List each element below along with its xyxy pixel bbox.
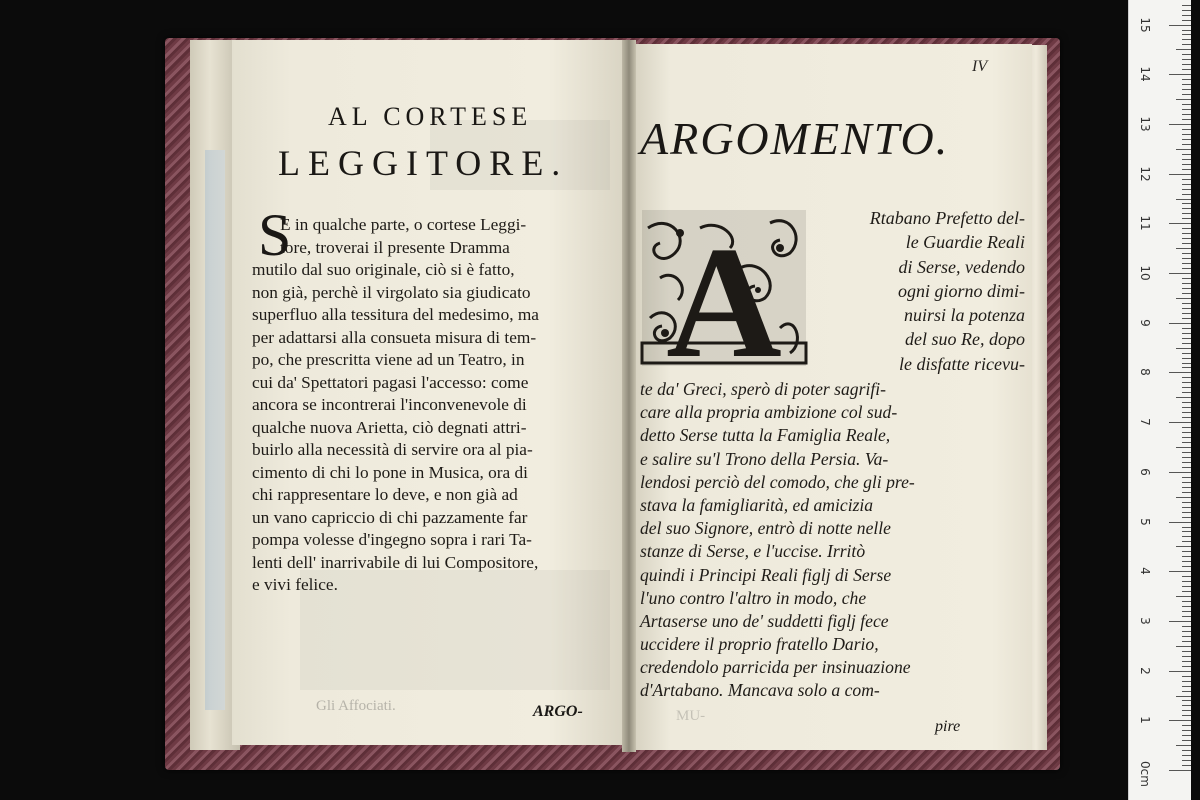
ruler-tick	[1176, 447, 1191, 448]
text-line: nuirsi la potenza	[903, 305, 1025, 326]
ruler-tick	[1169, 273, 1191, 274]
ruler-number: 3	[1138, 617, 1152, 625]
ruler-tick	[1182, 661, 1191, 662]
ruler-tick	[1182, 641, 1191, 642]
ruler-tick	[1182, 34, 1191, 35]
ornate-drop-cap-a	[640, 208, 808, 368]
ruler-tick	[1176, 745, 1191, 746]
ruler-tick	[1176, 49, 1191, 50]
text-line: uccidere il proprio fratello Dario,	[640, 634, 879, 655]
ruler-tick	[1182, 536, 1191, 537]
measurement-ruler	[1128, 0, 1191, 800]
text-line: ancora se incontrerai l'inconvenevole di	[252, 395, 527, 414]
text-line: e vivi felice.	[252, 575, 338, 594]
ruler-tick	[1182, 631, 1191, 632]
ruler-tick	[1182, 243, 1191, 244]
ruler-tick	[1182, 492, 1191, 493]
ruler-tick	[1169, 124, 1191, 125]
ruler-tick	[1182, 735, 1191, 736]
ruler-tick	[1182, 601, 1191, 602]
text-line: superfluo alla tessitura del medesimo, ma	[252, 305, 539, 324]
ruler-number: 6	[1138, 467, 1152, 476]
text-line: e salire su'l Trono della Persia. Va-	[640, 448, 889, 469]
ruler-tick	[1169, 671, 1191, 672]
ruler-tick	[1182, 477, 1191, 478]
text-line: le disfatte ricevu-	[899, 353, 1025, 374]
ruler-tick	[1182, 228, 1191, 229]
ruler-tick	[1182, 666, 1191, 667]
ruler-number: 11	[1138, 215, 1152, 231]
right-body-text	[640, 378, 1025, 703]
ruler-tick	[1182, 318, 1191, 319]
ruler-tick	[1182, 740, 1191, 741]
ruler-tick	[1182, 611, 1191, 612]
ruler-tick	[1182, 561, 1191, 562]
ruler-tick	[1182, 412, 1191, 413]
text-line: stanze di Serse, e l'uccise. Irritò	[640, 541, 866, 562]
ruler-tick	[1182, 556, 1191, 557]
ruler-tick	[1182, 129, 1191, 130]
ruler-tick	[1182, 606, 1191, 607]
ruler-tick	[1182, 44, 1191, 45]
ruler-tick	[1182, 169, 1191, 170]
ruler-number: 8	[1138, 368, 1152, 377]
ruler-tick	[1182, 263, 1191, 264]
ruler-tick	[1182, 487, 1191, 488]
ruler-tick	[1182, 20, 1191, 21]
ruler-tick	[1182, 39, 1191, 40]
ruler-tick	[1182, 750, 1191, 751]
ruler-tick	[1169, 372, 1191, 373]
ruler-tick	[1176, 546, 1191, 547]
text-line: l'uno contro l'altro in modo, che	[640, 587, 867, 608]
ruler-tick	[1169, 522, 1191, 523]
ruler-tick	[1182, 502, 1191, 503]
text-line: quindi i Principi Reali figlj di Serse	[640, 564, 892, 585]
right-bleed-stamp: MU-	[676, 708, 706, 724]
ruler-tick	[1169, 770, 1191, 771]
text-line: ogni giorno dimi-	[897, 280, 1025, 301]
ruler-tick	[1182, 313, 1191, 314]
ruler-tick	[1182, 586, 1191, 587]
ruler-tick	[1182, 89, 1191, 90]
ruler-tick	[1182, 367, 1191, 368]
ruler-tick	[1182, 551, 1191, 552]
ruler-tick	[1182, 333, 1191, 334]
text-line: le Guardie Reali	[905, 232, 1025, 253]
ruler-tick	[1182, 531, 1191, 532]
text-line: lendosi perciò del comodo, che gli pre-	[640, 471, 915, 492]
ruler-tick	[1182, 119, 1191, 120]
left-bleed-stamp: Gli Affociati.	[316, 698, 396, 714]
ruler-tick	[1182, 681, 1191, 682]
ruler-number: 12	[1138, 165, 1152, 182]
left-heading-line2: LEGGITORE.	[278, 143, 569, 183]
left-body-text	[252, 214, 637, 597]
text-line: detto Serse tutta la Famiglia Reale,	[640, 425, 891, 446]
ruler-tick	[1182, 203, 1191, 204]
ruler-number: 5	[1138, 517, 1152, 526]
ruler-tick	[1182, 343, 1191, 344]
ruler-tick	[1182, 755, 1191, 756]
ruler-tick	[1182, 353, 1191, 354]
ruler-tick	[1182, 427, 1191, 428]
ruler-tick	[1169, 720, 1191, 721]
ruler-tick	[1182, 616, 1191, 617]
ruler-tick	[1182, 213, 1191, 214]
ruler-tick	[1169, 571, 1191, 572]
ruler-tick	[1182, 730, 1191, 731]
ruler-tick	[1182, 94, 1191, 95]
ruler-tick	[1182, 566, 1191, 567]
text-line: di Serse, vedendo	[898, 256, 1025, 277]
ruler-tick	[1176, 646, 1191, 647]
ruler-tick	[1182, 636, 1191, 637]
ruler-tick	[1182, 278, 1191, 279]
ruler-tick	[1182, 626, 1191, 627]
ruler-tick	[1182, 656, 1191, 657]
ruler-tick	[1182, 432, 1191, 433]
ruler-tick	[1176, 248, 1191, 249]
ruler-tick	[1182, 5, 1191, 6]
ruler-tick	[1182, 238, 1191, 239]
ruler-number: 9	[1138, 318, 1152, 327]
ruler-tick	[1182, 437, 1191, 438]
ruler-tick	[1182, 164, 1191, 165]
ruler-tick	[1182, 114, 1191, 115]
ruler-tick	[1182, 700, 1191, 701]
ruler-tick	[1182, 258, 1191, 259]
ruler-tick	[1182, 109, 1191, 110]
text-line: del suo Re, dopo	[905, 329, 1025, 350]
ruler-tick	[1182, 363, 1191, 364]
ruler-tick	[1182, 218, 1191, 219]
text-line: credendolo parricida per insinuazione	[640, 657, 911, 678]
text-line: chi rappresentare lo deve, e non già ad	[252, 485, 518, 504]
ruler-tick	[1182, 64, 1191, 65]
ruler-tick	[1182, 59, 1191, 60]
left-drop-cap: S	[258, 202, 292, 268]
text-line: buirlo alla necessità di servire ora al pia-	[252, 440, 533, 459]
ruler-tick	[1182, 591, 1191, 592]
right-heading: ARGOMENTO.	[640, 113, 950, 164]
text-line: po, che prescritta viene ad un Teatro, in	[252, 350, 525, 369]
text-line: un vano capriccio di chi pazzamente far	[252, 507, 528, 527]
text-line: cimento di chi lo pone in Musica, ora di	[252, 462, 528, 482]
ruler-tick	[1182, 377, 1191, 378]
ruler-tick	[1182, 512, 1191, 513]
ruler-tick	[1169, 223, 1191, 224]
ruler-tick	[1182, 293, 1191, 294]
text-line: tore, troverai il presente Dramma	[280, 237, 510, 257]
text-line: cui da' Spettatori pagasi l'accesso: come	[252, 372, 529, 392]
ruler-tick	[1182, 452, 1191, 453]
ruler-tick	[1182, 651, 1191, 652]
ruler-number: 7	[1138, 418, 1152, 426]
ruler-number: 10	[1138, 265, 1152, 281]
text-line: E in qualche parte, o cortese Leggi-	[280, 215, 527, 234]
ruler-tick	[1182, 79, 1191, 80]
ruler-tick	[1182, 139, 1191, 140]
ruler-tick	[1169, 323, 1191, 324]
ruler-tick	[1182, 159, 1191, 160]
ruler-tick	[1182, 154, 1191, 155]
ruler-tick	[1182, 358, 1191, 359]
ruler-tick	[1182, 144, 1191, 145]
ruler-tick	[1176, 696, 1191, 697]
ruler-tick	[1182, 104, 1191, 105]
ruler-tick	[1182, 715, 1191, 716]
ruler-tick	[1182, 507, 1191, 508]
ruler-number: 15	[1138, 16, 1152, 33]
ruler-number: 2	[1138, 666, 1152, 675]
ruler-tick	[1169, 621, 1191, 622]
ruler-tick	[1182, 691, 1191, 692]
ruler-tick	[1169, 74, 1191, 75]
ruler-tick	[1182, 134, 1191, 135]
ruler-number: 13	[1138, 116, 1152, 132]
ruler-tick	[1182, 30, 1191, 31]
ruler-tick	[1182, 194, 1191, 195]
ruler-tick	[1182, 84, 1191, 85]
ruler-tick	[1182, 179, 1191, 180]
text-line: lenti dell' inarrivabile di lui Compositore,	[252, 552, 539, 572]
ruler-number: 14	[1138, 66, 1152, 82]
right-top-text	[815, 206, 1025, 376]
ruler-tick	[1182, 392, 1191, 393]
left-heading-line1: AL CORTESE	[328, 102, 533, 131]
ruler-tick	[1182, 308, 1191, 309]
ruler-tick	[1182, 457, 1191, 458]
ruler-tick	[1182, 253, 1191, 254]
ruler-tick	[1176, 199, 1191, 200]
right-catchword: pire	[935, 718, 961, 735]
ruler-tick	[1169, 472, 1191, 473]
text-line: te da' Greci, sperò di poter sagrifi-	[640, 379, 886, 399]
left-catchword: ARGO-	[533, 703, 583, 720]
ornate-drop-cap-letter: A	[666, 213, 782, 368]
ruler-tick	[1182, 710, 1191, 711]
ruler-tick	[1182, 328, 1191, 329]
ruler-tick	[1182, 705, 1191, 706]
text-line: pompa volesse d'ingegno sopra i rari Ta-	[252, 530, 532, 549]
ruler-tick	[1182, 581, 1191, 582]
text-line: d'Artabano. Mancava solo a com-	[640, 680, 880, 701]
ruler-tick	[1182, 54, 1191, 55]
ruler-tick	[1169, 25, 1191, 26]
text-line: per adattarsi alla consueta misura di tem-	[252, 327, 537, 347]
ruler-tick	[1182, 686, 1191, 687]
ruler-tick	[1182, 387, 1191, 388]
ruler-tick	[1182, 760, 1191, 761]
text-line: stava la famigliarità, ed amicizia	[640, 494, 874, 515]
ruler-tick	[1176, 497, 1191, 498]
ruler-tick	[1176, 99, 1191, 100]
ruler-tick	[1176, 348, 1191, 349]
ruler-tick	[1182, 527, 1191, 528]
ruler-tick	[1176, 596, 1191, 597]
ruler-tick	[1182, 541, 1191, 542]
ruler-tick	[1182, 288, 1191, 289]
ruler-tick	[1182, 303, 1191, 304]
ruler-tick	[1182, 382, 1191, 383]
ruler-tick	[1182, 189, 1191, 190]
ruler-tick	[1182, 283, 1191, 284]
ruler-tick	[1182, 517, 1191, 518]
text-line: non già, perchè il virgolato sia giudicato	[252, 282, 531, 302]
ruler-tick	[1182, 417, 1191, 418]
ruler-tick	[1182, 462, 1191, 463]
ruler-tick	[1182, 467, 1191, 468]
ruler-unit-label: 0cm	[1138, 761, 1152, 787]
ruler-tick	[1182, 10, 1191, 11]
ruler-tick	[1182, 268, 1191, 269]
ruler-tick	[1182, 338, 1191, 339]
ruler-tick	[1182, 233, 1191, 234]
text-line: Rtabano Prefetto del-	[869, 208, 1025, 228]
ruler-tick	[1169, 422, 1191, 423]
ruler-tick	[1182, 482, 1191, 483]
ruler-tick	[1182, 576, 1191, 577]
ruler-tick	[1176, 397, 1191, 398]
ruler-tick	[1182, 765, 1191, 766]
page-folio-number: IV	[972, 58, 988, 75]
ruler-tick	[1182, 725, 1191, 726]
ruler-tick	[1182, 407, 1191, 408]
ruler-tick	[1182, 69, 1191, 70]
ruler-tick	[1182, 208, 1191, 209]
ruler-number: 4	[1138, 567, 1152, 575]
ruler-tick	[1182, 442, 1191, 443]
text-line: qualche nuova Arietta, ciò degnati attri-	[252, 417, 527, 437]
text-line: Artaserse uno de' suddetti figlj fece	[640, 610, 889, 631]
ruler-tick	[1182, 15, 1191, 16]
ruler-tick	[1182, 402, 1191, 403]
ruler-tick	[1176, 298, 1191, 299]
ruler-tick	[1176, 149, 1191, 150]
text-line: care alla propria ambizione col sud-	[640, 402, 898, 423]
text-line: del suo Signore, entrò di notte nelle	[640, 518, 891, 539]
text-line: mutilo dal suo originale, ciò si è fatto,	[252, 260, 515, 279]
left-page-edges-tint	[205, 150, 225, 710]
ruler-tick	[1169, 174, 1191, 175]
ruler-number: 1	[1138, 716, 1152, 725]
ruler-tick	[1182, 184, 1191, 185]
ruler-tick	[1182, 676, 1191, 677]
